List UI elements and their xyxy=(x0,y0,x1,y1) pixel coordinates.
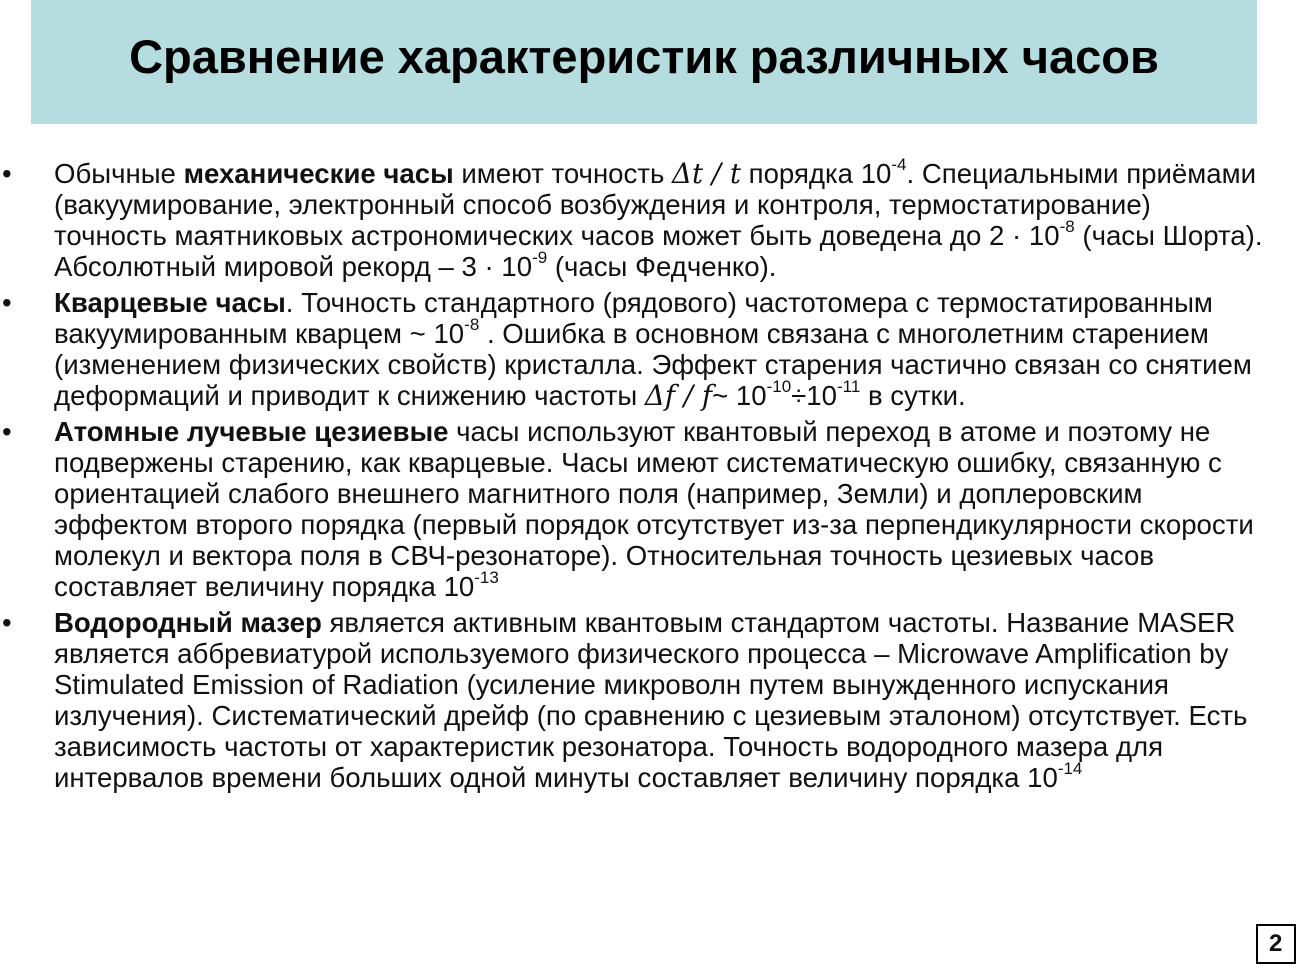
list-item-mechanical xyxy=(0,154,1280,282)
text: ÷10 xyxy=(791,380,837,411)
exponent: -9 xyxy=(532,247,548,267)
exponent: -10 xyxy=(766,376,792,396)
term-cesium: Атомные лучевые цезиевые xyxy=(54,416,449,447)
exponent: -13 xyxy=(474,567,499,587)
list-item-cesium xyxy=(0,416,1280,602)
exponent: -11 xyxy=(837,376,861,396)
text: (часы Шорта). Абсолютный мировой рекорд – 3 · 10 xyxy=(54,220,1263,282)
exponent: -14 xyxy=(1057,758,1083,778)
exponent: -8 xyxy=(464,314,480,334)
bullet-marker: • xyxy=(2,416,12,447)
exponent: -8 xyxy=(1059,216,1075,236)
bullet-list xyxy=(0,154,1280,798)
title-bar xyxy=(31,0,1257,124)
list-item-hydrogen-maser xyxy=(0,607,1280,793)
text: часы используют квантовый переход в атоме и поэтому не подвержены старению, как кварцевые. Часы имеют систематическую ошибку, связанную с ориентацией слабого внешнего магнитного поля (например, Земли) и доплеровским эффектом второго порядка (первый порядок отсутствует из-за перпендикулярности скорости молекул и вектора поля в СВЧ-резонаторе). Относительная точность цезиевых часов составляет величину порядка 10 xyxy=(54,416,1254,602)
text: . Ошибка в основном связана с многолетним старением (изменением физических свойств) кристалла. Эффект старения частично связан со снятием деформаций и приводит к снижению частоты xyxy=(54,318,1252,411)
term-hydrogen-maser: Водородный мазер xyxy=(54,607,322,638)
formula: Δf / f xyxy=(644,379,713,412)
text: является активным квантовым стандартом частоты. Название MASER является аббревиатурой используемого физического процесса – Microwave Amplification by Stimulated Emission of Radiation (усиление микроволн путем вынужденного испускания излучения). Систематический дрейф (по сравнению с цезиевым эталоном) отсутствует. Есть зависимость частоты от характеристик резонатора. Точность водородного мазера для интервалов времени больших одной минуты составляет величину порядка 10 xyxy=(54,607,1248,793)
list-item-quartz xyxy=(0,287,1280,411)
bullet-marker: • xyxy=(2,287,12,318)
bullet-marker: • xyxy=(2,607,12,638)
text: . Точность стандартного (рядового) частотомера с термостатированным вакуумированным кварцем ~ 10 xyxy=(54,287,1213,349)
text: (часы Федченко). xyxy=(547,251,777,282)
text: имеют точность xyxy=(453,158,673,189)
text: в сутки. xyxy=(860,380,966,411)
formula: Δt / t xyxy=(672,157,741,190)
term-mechanical: механические часы xyxy=(183,158,454,189)
text: Обычные xyxy=(54,158,184,189)
text: порядка 10 xyxy=(740,158,892,189)
text: . Специальными приёмами (вакуумирование, электронный способ возбуждения и контроля, термостатирование) точность маятниковых астрономических часов может быть доведена до 2 · 10 xyxy=(54,158,1256,251)
bullet-marker: • xyxy=(2,158,12,189)
exponent: -4 xyxy=(891,154,907,174)
term-quartz: Кварцевые часы xyxy=(54,287,286,318)
text: ~ 10 xyxy=(712,380,767,411)
page-number: 2 xyxy=(1256,924,1296,964)
slide-title: Сравнение характеристик различных часов xyxy=(129,30,1159,83)
